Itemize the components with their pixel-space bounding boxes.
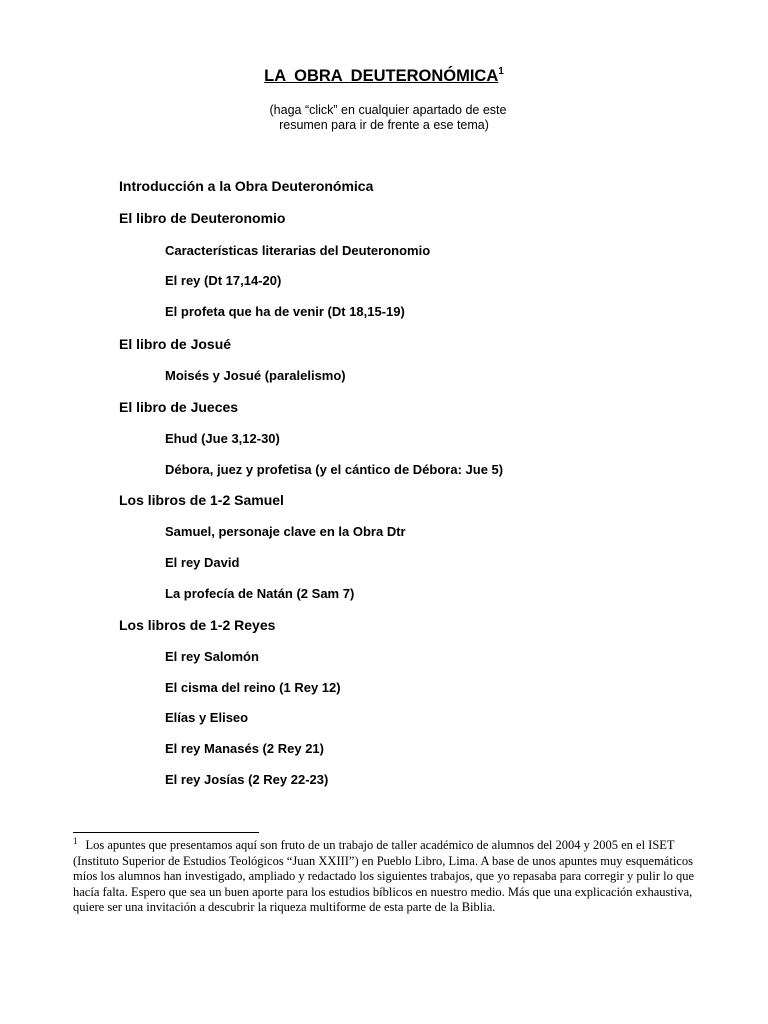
toc-link-josue[interactable]: El libro de Josué: [119, 336, 232, 352]
footnote-marker: 1: [73, 836, 78, 846]
document-title-text: LA OBRA DEUTERONÓMICA: [264, 67, 499, 85]
toc-link-samuel-books[interactable]: Los libros de 1-2 Samuel: [119, 492, 284, 508]
toc-link-elias-eliseo[interactable]: Elías y Eliseo: [165, 710, 249, 725]
toc-link-reyes-books[interactable]: Los libros de 1-2 Reyes: [119, 617, 276, 633]
toc-link-moises-josue[interactable]: Moisés y Josué (paralelismo): [165, 368, 346, 383]
toc-link-debora[interactable]: Débora, juez y profetisa (y el cántico de Débora: Jue 5): [165, 462, 504, 477]
document-subtitle: [0, 103, 768, 133]
toc-link-rey-david[interactable]: El rey David: [165, 555, 240, 570]
toc-link-introduccion[interactable]: Introducción a la Obra Deuteronómica: [119, 178, 374, 194]
footnote-text: Los apuntes que presentamos aquí son fruto de un trabajo de taller académico de alumnos del 2004 y 2005 en el ISET (Instituto Superior de Estudios Teológicos “Juan XXIII”) en Pueblo Libro, Lima. A base de unos apuntes muy esquemáticos míos los alumnos han investigado, ampliado y redactado los siguientes trabajos, que yo repasaba para corregir y pulir lo que hacía falta. Espero que sea un buen aporte para los estudios bíblicos en nuestro medio. Más que una explicación exhaustiva, quiere ser una invitación a descubrir la riqueza multiforme de esta parte de la Biblia.: [73, 838, 695, 915]
footnote: [73, 838, 703, 916]
toc-link-profecia-natan[interactable]: La profecía de Natán (2 Sam 7): [165, 586, 355, 601]
title-footnote-ref[interactable]: 1: [498, 66, 504, 77]
subtitle-line-1: (haga “click” en cualquier apartado de este: [269, 103, 507, 117]
subtitle-line-2: resumen para ir de frente a ese tema): [279, 118, 489, 132]
toc-link-ehud[interactable]: Ehud (Jue 3,12-30): [165, 431, 280, 446]
document-title: [0, 67, 768, 86]
toc-link-cisma-reino[interactable]: El cisma del reino (1 Rey 12): [165, 680, 341, 695]
toc-link-rey-manases[interactable]: El rey Manasés (2 Rey 21): [165, 741, 324, 756]
toc-link-jueces[interactable]: El libro de Jueces: [119, 399, 239, 415]
footnote-separator: [73, 832, 259, 833]
toc-link-el-profeta[interactable]: El profeta que ha de venir (Dt 18,15-19): [165, 304, 405, 319]
toc-link-el-rey-dt[interactable]: El rey (Dt 17,14-20): [165, 273, 282, 288]
toc-link-caracteristicas-literarias[interactable]: Características literarias del Deuteronomio: [165, 243, 431, 258]
toc-link-samuel-personaje[interactable]: Samuel, personaje clave en la Obra Dtr: [165, 524, 406, 539]
toc-link-rey-josias[interactable]: El rey Josías (2 Rey 22-23): [165, 772, 329, 787]
toc-link-deuteronomio[interactable]: El libro de Deuteronomio: [119, 210, 286, 226]
toc-link-rey-salomon[interactable]: El rey Salomón: [165, 649, 259, 664]
